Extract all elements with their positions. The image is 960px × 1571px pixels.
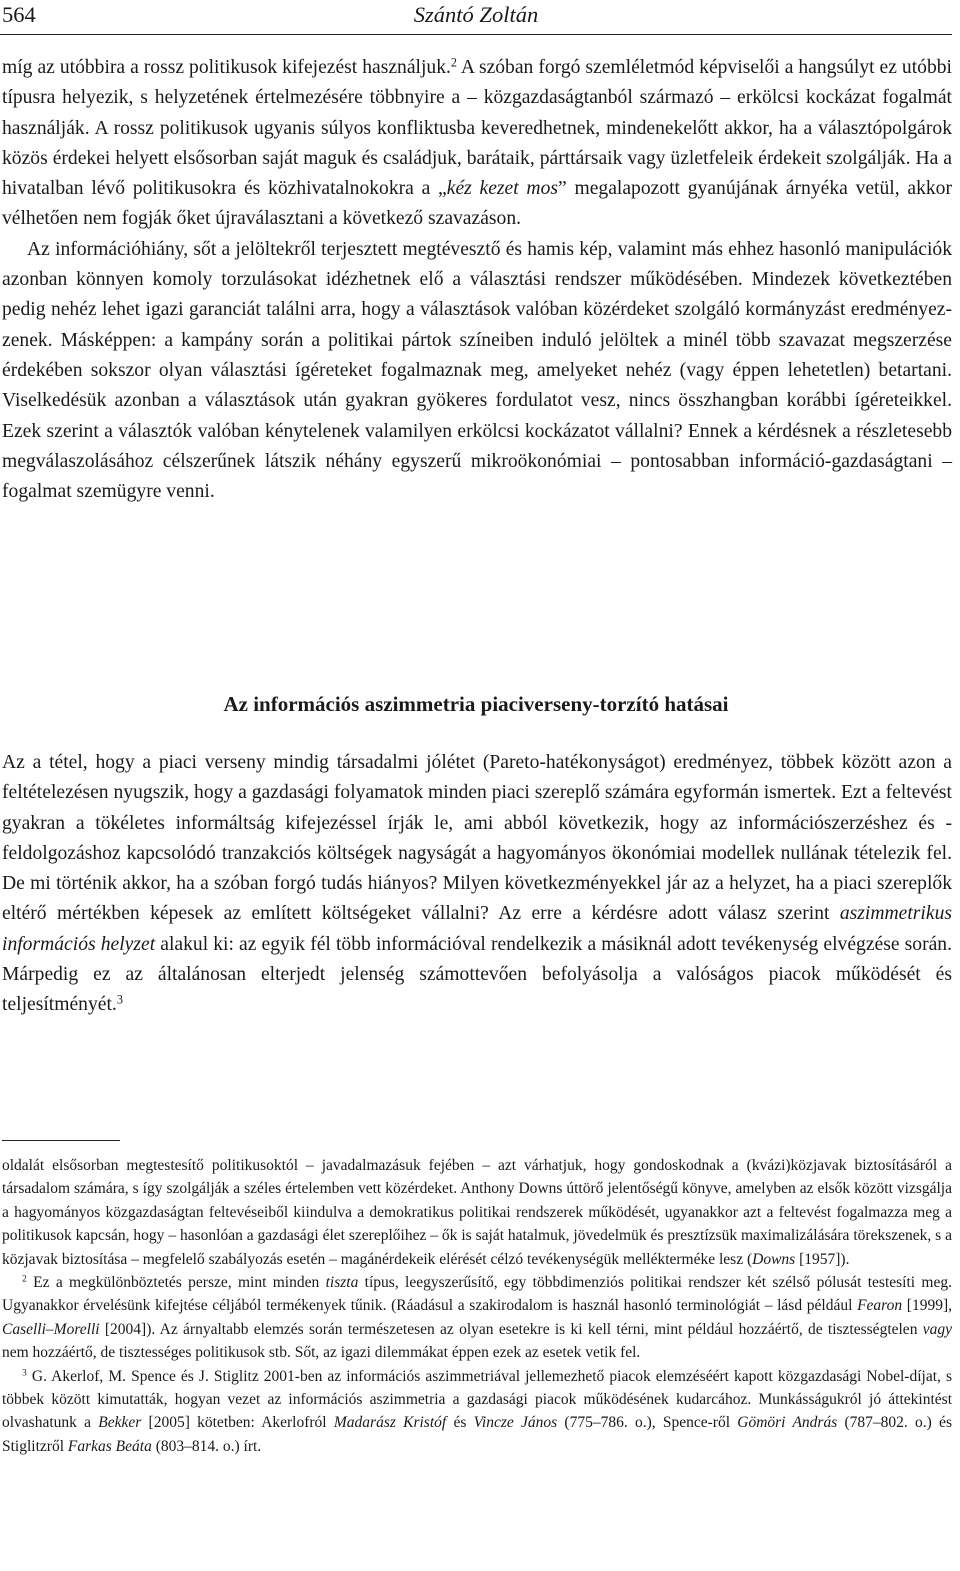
citation-author: Gömöri András bbox=[737, 1414, 838, 1432]
citation-author: Caselli–Morelli bbox=[2, 1320, 100, 1338]
footnote-number: 3 bbox=[22, 1367, 27, 1379]
text-span: Ez a megkülönböztetés persze, mint minden bbox=[26, 1274, 326, 1292]
paragraph-2: Az információhiány, sőt a jelöltekről terjesztett megtévesztő és hamis kép, valamint más ehhez hasonló manipulációk azonban könnyen komoly torzulásokat idézhetnek elő a választási rendszer működésében. Mindezek következtében pedig nehéz lehet igazi garanciát találni arra, hogy a választások valóban közérdeket szolgáló kormányzást eredményezzenek. Másképpen: a kampány során a politikai pártok színeiben induló jelöltek a minél több szavazat megszerzése érdekében sokszor olyan választási ígéreteket fogalmaznak meg, amelyeket nehéz (vagy éppen lehetetlen) betartani. Viselkedésük azonban a választások után gyakran gyökeres fordulatot vesz, nincs összhangban korábbi ígéreteikkel. Ezek szerint a választók valóban kénytelenek valamilyen erkölcsi kockázatot vállalni? Ennek a kérdésnek a részletesebb megválaszolásához célszerűnek látszik néhány egyszerű mikroökonómiai – pontosabban információ-gazdaságtani – fogalmat szemügyre venni. bbox=[2, 238, 952, 503]
footnote-ref-3[interactable]: 3 bbox=[116, 992, 123, 1007]
running-header bbox=[0, 0, 952, 35]
text-span: ” megalapozott gyanújának árnyéka vetül, akkor vélhetően nem fogják őket újraválasztani a következő szavazáson. bbox=[2, 178, 953, 230]
text-span: (787–802. o.) és Stiglitzről bbox=[2, 1414, 952, 1455]
citation-author: Downs bbox=[752, 1250, 796, 1268]
citation-author: Vincze János bbox=[473, 1414, 558, 1432]
text-span: (775–786. o.), Spence-ről bbox=[557, 1414, 738, 1432]
italic-word: vagy bbox=[922, 1320, 952, 1338]
italic-term: aszimmetrikus információs helyzet bbox=[2, 903, 952, 955]
citation-author: Bekker bbox=[98, 1414, 142, 1432]
footnote-3 bbox=[2, 1365, 952, 1459]
text-span: Az a tétel, hogy a piaci verseny mindig társadalmi jólétet (Pareto-hatékonyságot) eredményez, többek között azon a feltételezésen nyugszik, hogy a gazdasági folyamatok minden piaci szereplő számára egyformán ismertek. Ezt a feltevést gyakran a tökéletes informáltság kifejezéssel írják le, ami abból következik, hogy az információszerzéshez és -feldolgozáshoz kapcsolódó tranzakciós költségek nagyságát a hagyományos ökonómiai modellek nullának tételezik fel. De mi történik akkor, ha a szóban forgó tudás hiányos? Milyen következményekkel jár az a helyzet, ha a piaci szereplők eltérő mértékben képesek az említett költségeket vállalni? Az erre a kérdésre adott válasz szerint bbox=[2, 752, 952, 925]
text-span: míg az utóbbira a rossz politikusok kifejezést használjuk. bbox=[2, 57, 451, 78]
text-span: G. Akerlof, M. Spence és J. Stiglitz 2001-ben az információs aszimmetriával jellemezhető piacok elemzéséért kapott közgazdasági Nobel-díjat, s többek között kimutatták, hogyan vezet az információs aszimmetria a gazdasági piacok működésének kudarcához. Munkásságukról jó áttekintést olvashatunk a bbox=[2, 1367, 952, 1432]
footnote-2 bbox=[2, 1271, 952, 1365]
italic-phrase: kéz kezet mos bbox=[446, 178, 559, 200]
text-span: nem hozzáértő, de tisztességes politikusok stb. Sőt, az igazi dilemmákat éppen ezek az esetek vetik fel. bbox=[2, 1344, 641, 1362]
paragraph-3 bbox=[2, 748, 952, 1021]
text-span: típus, leegyszerűsítő, egy többdimenziós politikai rendszer két szélső pólusát testesíti meg. Ugyanakkor érvelésünk kifejtése céljából termékenyek tűnik. (Ráadásul a szakirodalom is használ hasonló terminológiát – lásd például bbox=[2, 1274, 952, 1315]
footnote-continuation bbox=[2, 1154, 952, 1271]
italic-word: tiszta bbox=[325, 1274, 359, 1292]
text-span: A szóban forgó szemléletmód képviselői a hangsúlyt ez utóbbi típusra helyezik, s helyzetének értelmezésére többnyire a – közgazdaságtanból származó – erkölcsi kockázat fogalmát használják. A rossz politikusok ugyanis súlyos konfliktusba keveredhetnek, mindenekelőtt akkor, ha a választópolgárok közös érdekei helyett elsősorban saját maguk és családjuk, barátaik, párttársaik vagy üzletfeleik érdekeit szolgálják. Ha a hivatalban lévő politikusokra és közhivatalnokokra a „ bbox=[2, 57, 952, 200]
text-span: [2005] kötetben: Akerlofról bbox=[141, 1414, 334, 1432]
text-span: oldalát elsősorban megtestesítő politikusoktól – javadalmazásuk fejében – azt várhatjuk, hogy gondoskodnak a (kvázi)közjavak biztosításáról a társadalom számára, s így szolgálják a széles értelemben vett közérdeket. Anthony Downs úttörő jelentőségű könyve, amelyben az elsők között vizsgálja a hagyományos közgazdaságtan feltevéseiből kiindulva a demokratikus politikai rendszerek működését, ugyanakkor azt a feltevést fogalmazza meg a politikusok kapcsán, hogy – hasonlóan a gazdasági élet szereplőihez – ők is saját hatalmuk, jövedelmük és presztízsük maximalizálására törekszenek, s a közjavak biztosítása – megfelelő szabályozás esetén – magánérdekeik elérését célzó tevékenységük mellékterméke lesz ( bbox=[2, 1157, 952, 1268]
text-span: alakul ki: az egyik fél több információval rendelkezik a másiknál adott tevékenység elvégzése során. Márpedig ez az általánosan elterjedt jelenség számottevően befolyásolja a valóságos piacok működését és teljesítményét. bbox=[2, 933, 952, 1016]
section-heading: Az információs aszimmetria piaciverseny-torzító hatásai bbox=[223, 692, 729, 716]
citation-author: Madarász Kristóf bbox=[333, 1414, 447, 1432]
text-span: [2004]). Az árnyaltabb elemzés során természetesen az olyan esetekre is ki kell térni, mint például hozzáértő, de tisztességtelen bbox=[99, 1320, 923, 1338]
citation-author: Fearon bbox=[857, 1297, 903, 1315]
footnote-number: 2 bbox=[22, 1273, 27, 1285]
text-span: [1999], bbox=[902, 1297, 952, 1315]
paragraph-1 bbox=[2, 53, 952, 235]
text-span: (803–814. o.) írt. bbox=[151, 1437, 262, 1455]
footnote-divider bbox=[2, 1140, 120, 1141]
text-span: [1957]). bbox=[795, 1250, 850, 1268]
citation-author: Farkas Beáta bbox=[67, 1437, 152, 1455]
main-text bbox=[2, 53, 952, 507]
page-number: 564 bbox=[2, 2, 36, 27]
running-author: Szántó Zoltán bbox=[413, 2, 539, 27]
section-text bbox=[2, 748, 952, 1021]
footnote-ref-2[interactable]: 2 bbox=[450, 55, 457, 70]
text-span: és bbox=[446, 1414, 474, 1432]
footnotes bbox=[2, 1154, 952, 1458]
